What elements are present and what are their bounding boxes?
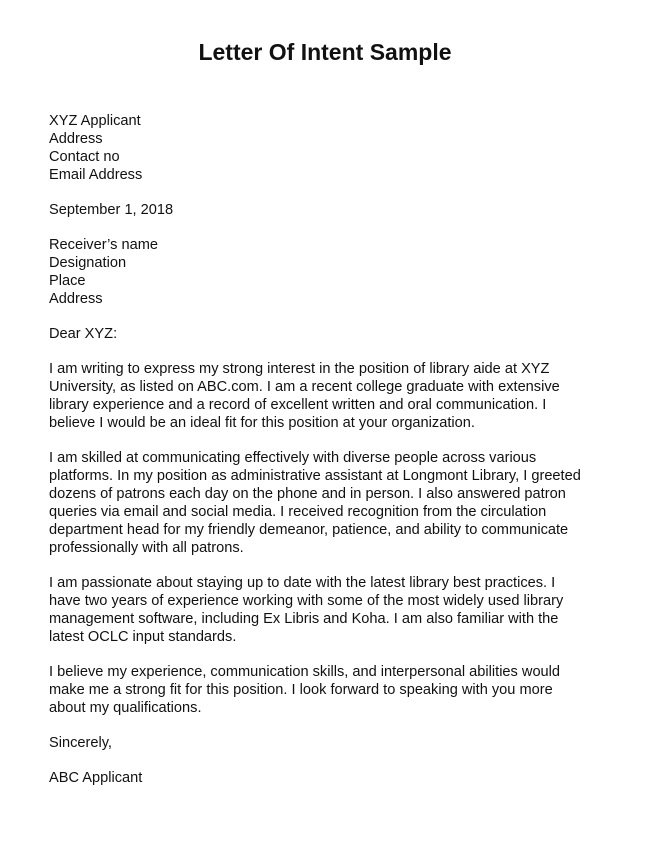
salutation-block [49, 325, 629, 343]
sender-email: Email Address [49, 167, 143, 183]
receiver-designation: Designation [49, 255, 127, 271]
letter-body [49, 112, 629, 804]
paragraph-1 [49, 360, 629, 432]
paragraph-line: about my qualifications. [49, 700, 202, 716]
paragraph-line: I am skilled at communicating effectively with diverse people across various [49, 450, 537, 466]
closing: Sincerely, [49, 735, 112, 751]
sender-name: XYZ Applicant [49, 113, 141, 129]
paragraph-line: believe I would be an ideal fit for this position at your organization. [49, 415, 475, 431]
date-block [49, 201, 629, 219]
paragraph-line: University, as listed on ABC.com. I am a recent college graduate with extensive [49, 379, 560, 395]
paragraph-line: make me a strong fit for this position. I look forward to speaking with you more [49, 682, 553, 698]
paragraph-3 [49, 574, 629, 646]
closing-block [49, 734, 629, 752]
paragraph-line: I believe my experience, communication skills, and interpersonal abilities would [49, 664, 561, 680]
paragraph-4 [49, 663, 629, 717]
paragraph-line: I am writing to express my strong interest in the position of library aide at XYZ [49, 361, 550, 377]
sender-contact: Contact no [49, 149, 120, 165]
paragraph-line: professionally with all patrons. [49, 540, 244, 556]
sender-address: Address [49, 131, 103, 147]
receiver-name: Receiver’s name [49, 237, 158, 253]
signature-name: ABC Applicant [49, 770, 143, 786]
signature-block [49, 769, 629, 787]
paragraph-line: management software, including Ex Libris and Koha. I am also familiar with the [49, 611, 559, 627]
page-title: Letter Of Intent Sample [198, 39, 452, 65]
letter-date: September 1, 2018 [49, 202, 174, 218]
receiver-place: Place [49, 273, 86, 289]
receiver-block [49, 236, 629, 308]
paragraph-2 [49, 449, 629, 557]
sender-block [49, 112, 629, 184]
paragraph-line: latest OCLC input standards. [49, 629, 237, 645]
paragraph-line: platforms. In my position as administrative assistant at Longmont Library, I greeted [49, 468, 581, 484]
paragraph-line: I am passionate about staying up to date with the latest library best practices. I [49, 575, 556, 591]
paragraph-line: have two years of experience working with some of the most widely used library [49, 593, 564, 609]
receiver-address: Address [49, 291, 103, 307]
paragraph-line: library experience and a record of excellent written and oral communication. I [49, 397, 547, 413]
paragraph-line: department head for my friendly demeanor, patience, and ability to communicate [49, 522, 569, 538]
paragraph-line: queries via email and social media. I received recognition from the circulation [49, 504, 547, 520]
salutation: Dear XYZ: [49, 326, 118, 342]
paragraph-line: dozens of patrons each day on the phone and in person. I also answered patron [49, 486, 566, 502]
